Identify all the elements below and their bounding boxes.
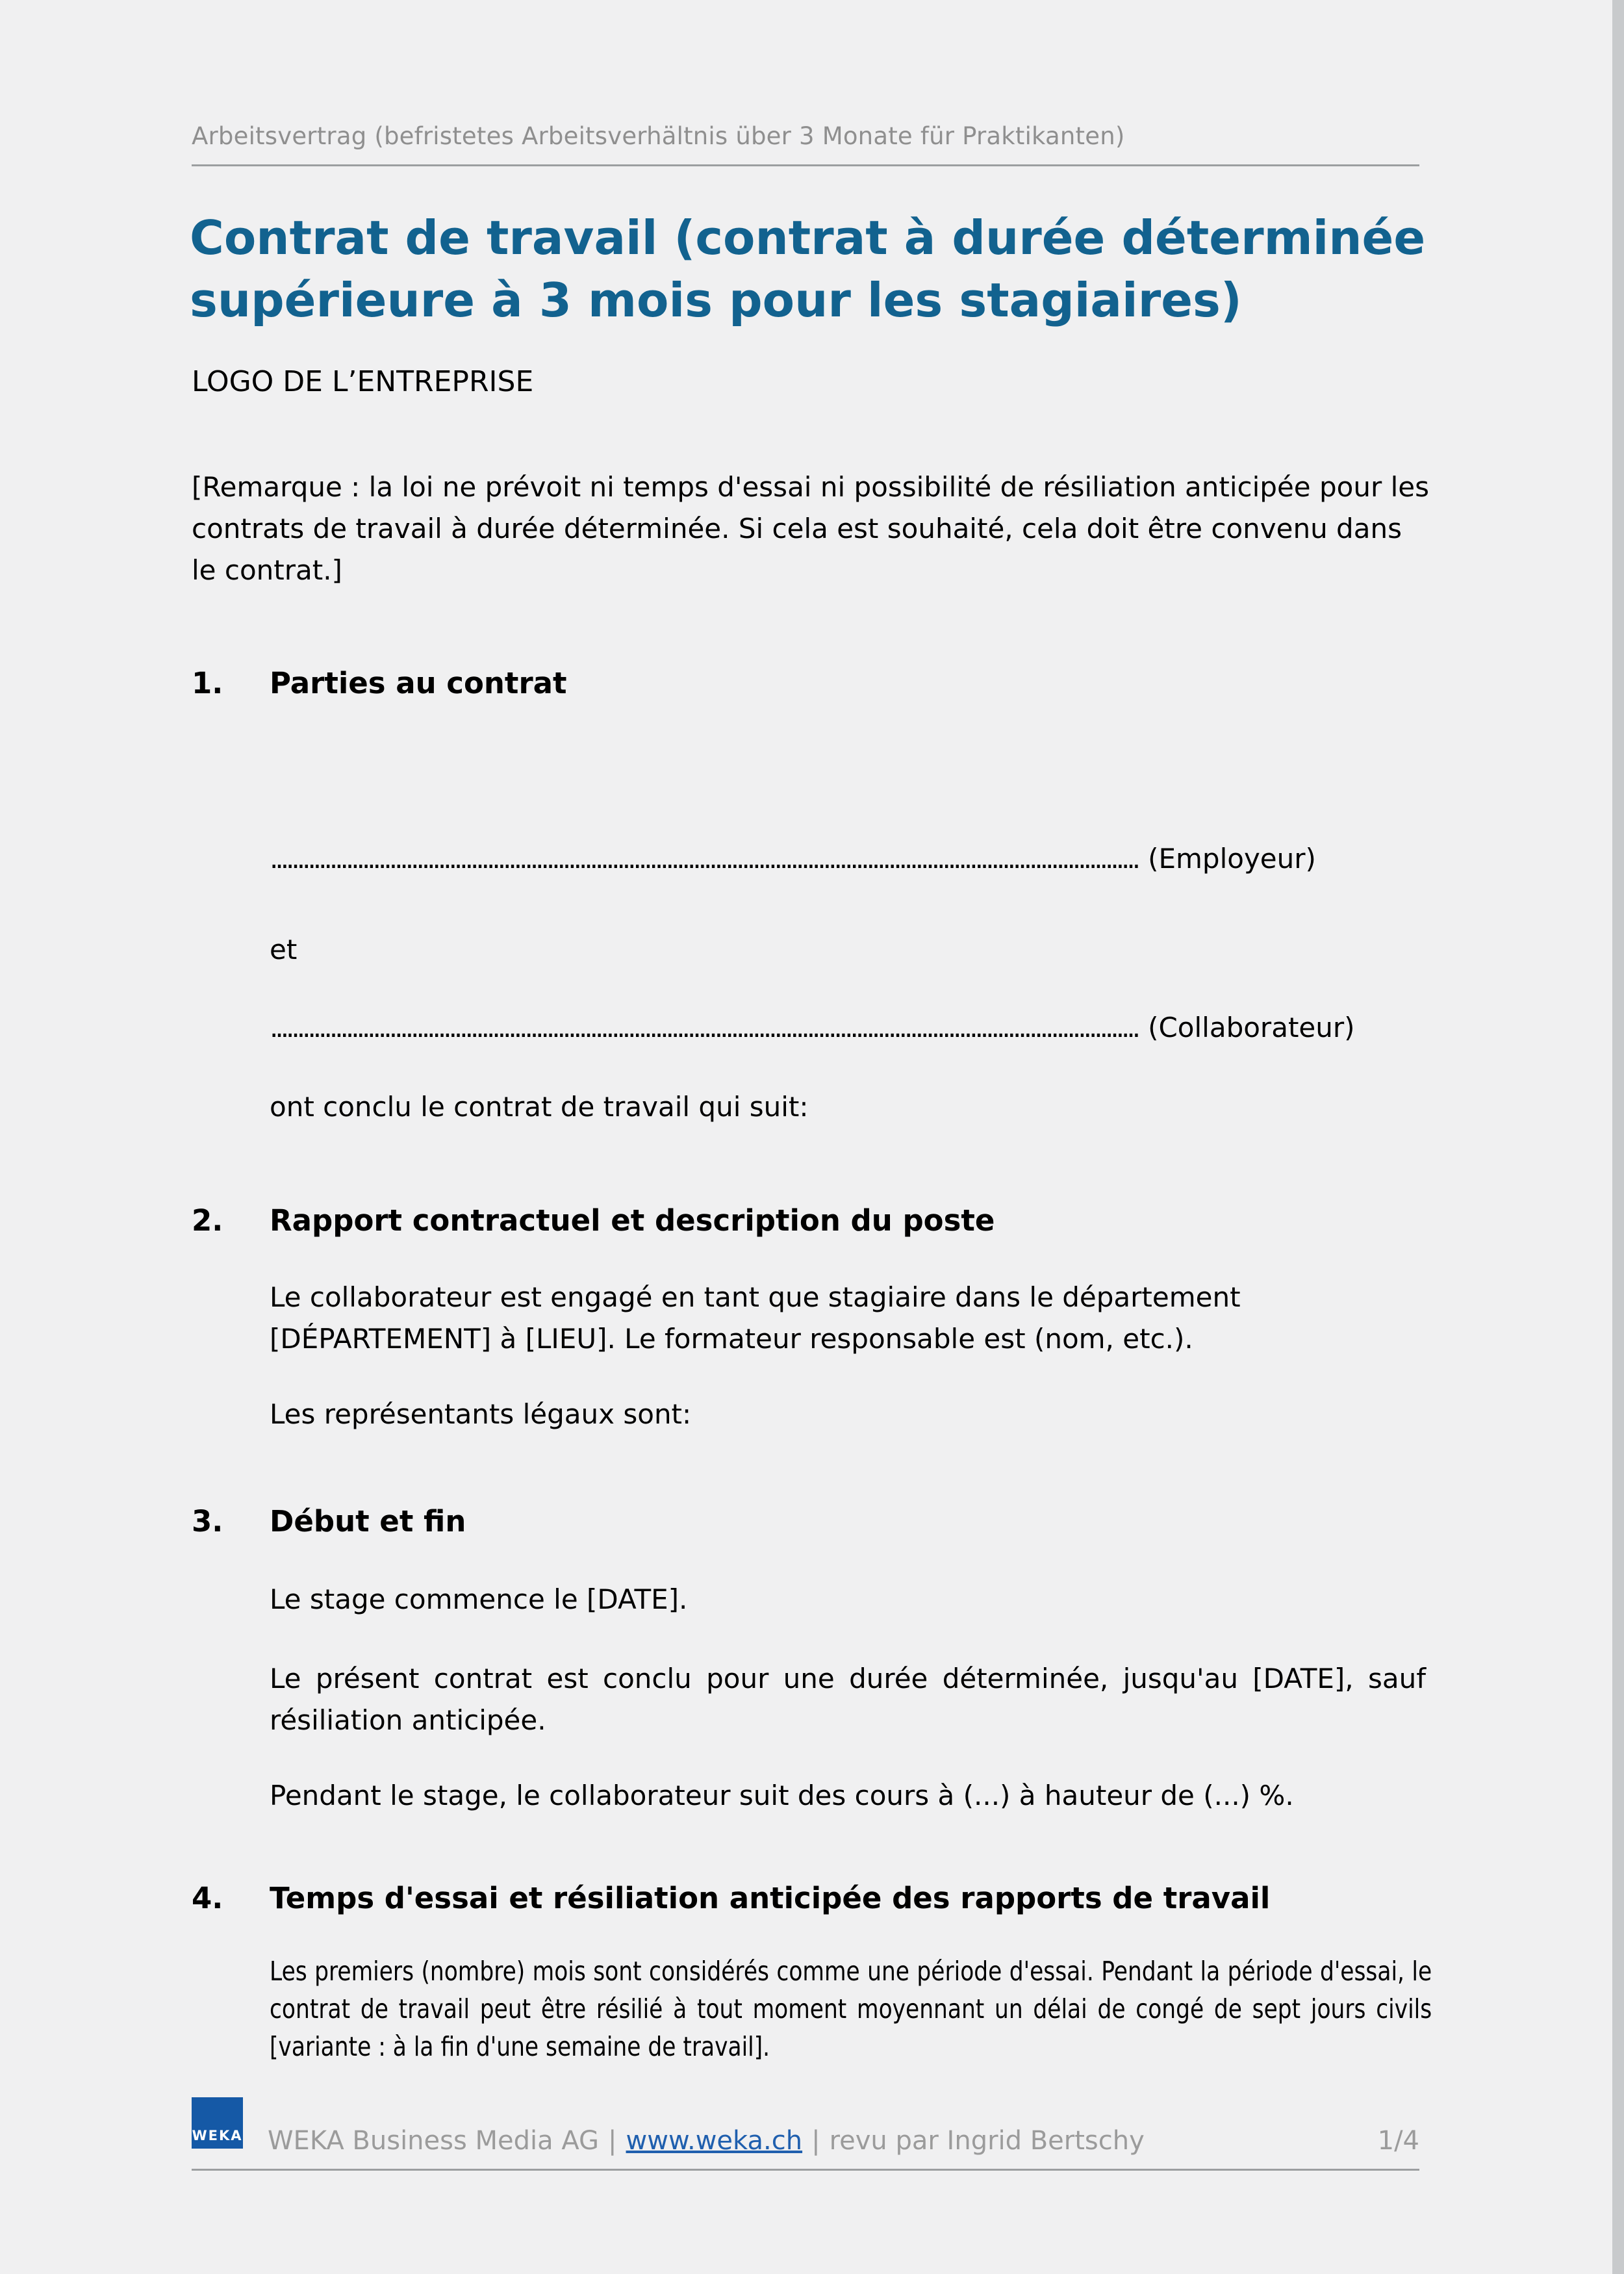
section-1-title: Parties au contrat — [270, 666, 567, 700]
legal-remark: [Remarque : la loi ne prévoit ni temps d'essai ni possibilité de résiliation anticipée pour les contrats de travail à durée déterminée. Si cela est souhaité, cela doit être convenu dans le contrat.] — [192, 471, 1429, 586]
section-2-heading — [192, 1203, 995, 1238]
and-connector: et — [270, 934, 298, 965]
section-3-paragraph-1: Le stage commence le [DATE]. — [270, 1583, 688, 1615]
footer-website-link[interactable]: www.weka.ch — [626, 2126, 803, 2156]
document-header-label: Arbeitsvertrag (befristetes Arbeitsverhältnis über 3 Monate für Praktikanten) — [192, 122, 1125, 150]
section-2-paragraph-2: Les représentants légaux sont: — [270, 1398, 692, 1430]
section-1-number: 1. — [192, 666, 223, 700]
section-3-title: Début et fin — [270, 1504, 466, 1539]
page-right-edge — [1612, 0, 1624, 2274]
page-number: 1/4 — [1377, 2126, 1419, 2156]
document-title: Contrat de travail (contrat à durée déterminée supérieure à 3 mois pour les stagiaires) — [190, 211, 1426, 327]
footer-divider — [192, 2169, 1419, 2171]
section-2-number: 2. — [192, 1203, 223, 1238]
header-divider — [192, 164, 1419, 166]
section-4-paragraph-1: Les premiers (nombre) mois sont considérés comme une période d'essai. Pendant la période d'essai, le contrat de travail peut être résilié à tout moment moyennant un délai de congé de sept jours civils [variante : à la fin d'une semaine de travail]. — [270, 1956, 1432, 2062]
section-2-paragraph-1: Le collaborateur est engagé en tant que stagiaire dans le département [DÉPARTEMENT] à [LIEU]. Le formateur responsable est (nom, etc.). — [270, 1281, 1241, 1355]
footer-separator-2: | — [811, 2126, 820, 2156]
weka-logo-text: WEKA — [192, 2128, 243, 2143]
section-3-paragraph-3: Pendant le stage, le collaborateur suit des cours à (...) à hauteur de (...) %. — [270, 1780, 1294, 1811]
section-4-heading — [192, 1881, 1270, 1915]
employer-dotted-line: ................................................................................................................................................................ — [270, 843, 1138, 875]
footer-company: WEKA Business Media AG — [268, 2126, 600, 2156]
collaborator-fill-line — [270, 1007, 1426, 1049]
section-1-heading — [192, 666, 567, 700]
parties-conclusion-text: ont conclu le contrat de travail qui suit: — [270, 1091, 809, 1123]
footer-separator-1: | — [608, 2126, 617, 2156]
employer-label: (Employeur) — [1148, 843, 1316, 875]
section-3-paragraph-2: Le présent contrat est conclu pour une durée déterminée, jusqu'au [DATE], sauf résiliation anticipée. — [270, 1663, 1426, 1736]
collaborator-dotted-line: ................................................................................................................................................................ — [270, 1012, 1138, 1043]
collaborator-label: (Collaborateur) — [1148, 1012, 1355, 1043]
footer-credits — [268, 2126, 1145, 2156]
section-4-number: 4. — [192, 1881, 223, 1915]
employer-fill-line — [270, 838, 1426, 880]
footer-reviewed-by: revu par Ingrid Bertschy — [829, 2126, 1145, 2156]
weka-logo — [192, 2097, 243, 2149]
section-3-heading — [192, 1504, 466, 1539]
company-logo-placeholder: LOGO DE L’ENTREPRISE — [192, 365, 534, 398]
section-2-title: Rapport contractuel et description du poste — [270, 1203, 995, 1238]
section-4-title: Temps d'essai et résiliation anticipée des rapports de travail — [270, 1881, 1271, 1915]
section-3-number: 3. — [192, 1504, 223, 1539]
